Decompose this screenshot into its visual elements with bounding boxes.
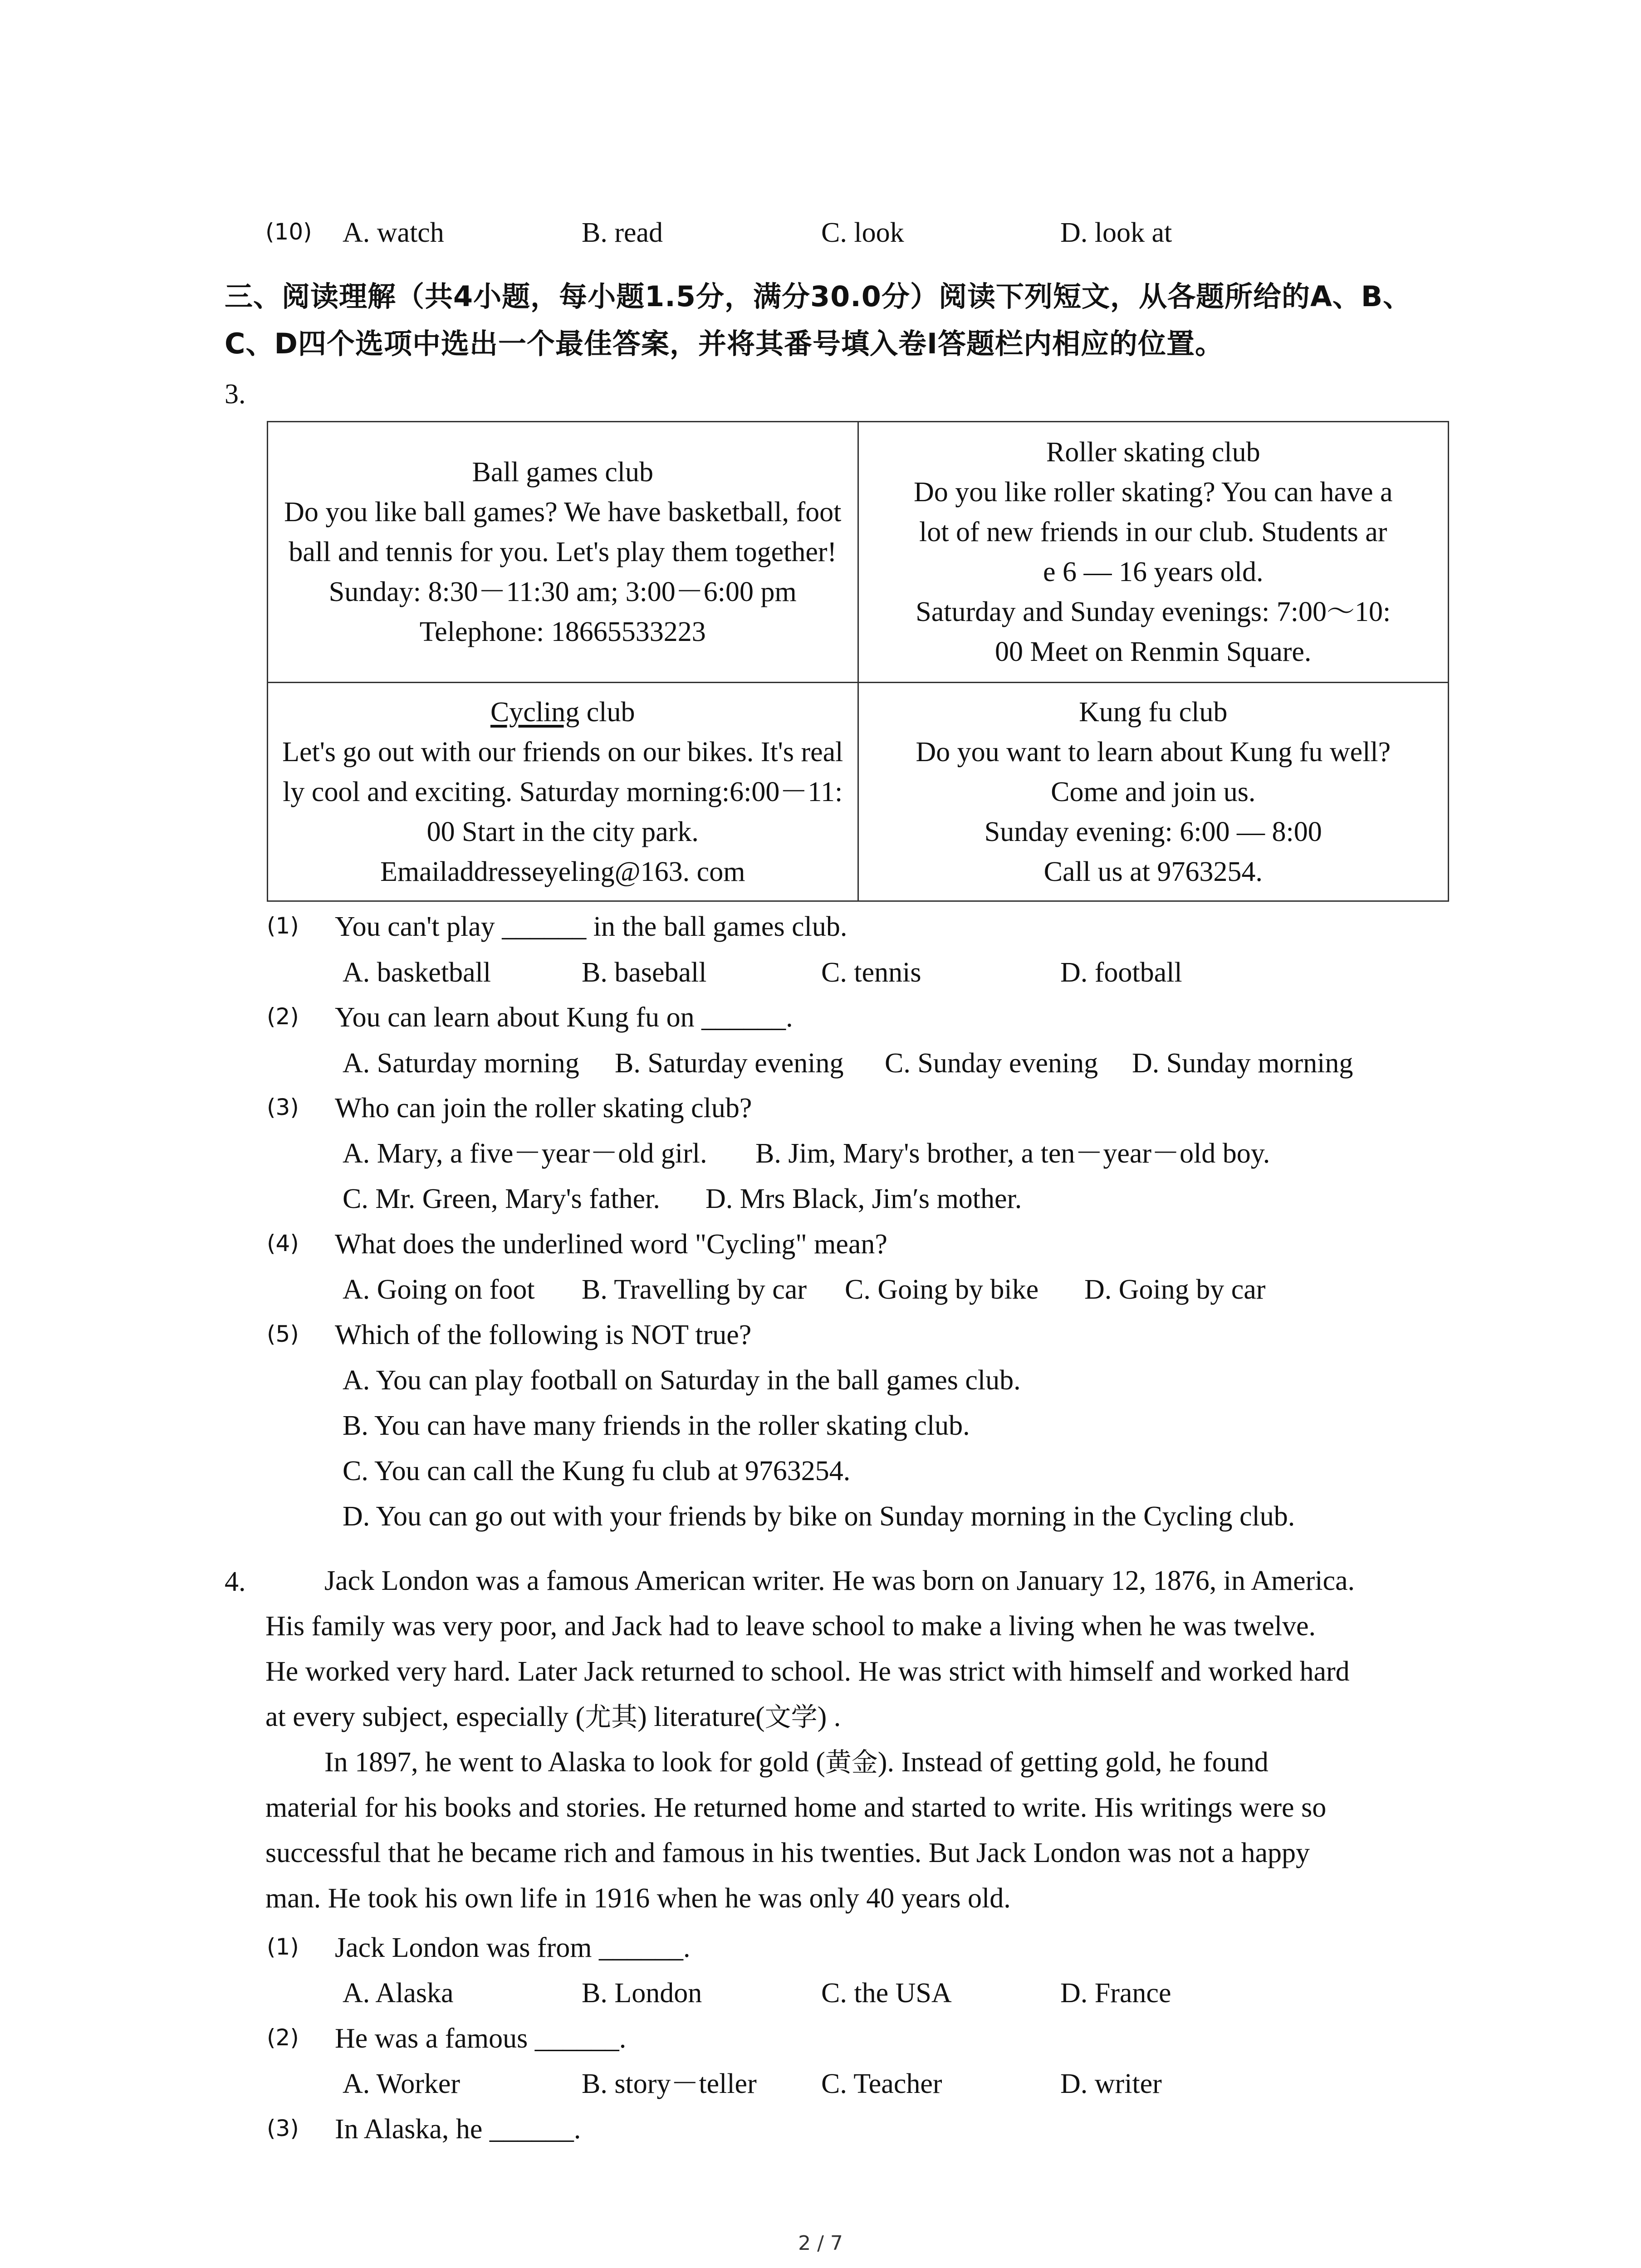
option-a: A. Worker bbox=[343, 2068, 460, 2099]
passage-text: ) . bbox=[817, 1701, 841, 1732]
option-b: B. story－teller bbox=[582, 2068, 757, 2099]
option-d: D. Sunday morning bbox=[1132, 1048, 1353, 1079]
option-d: D. You can go out with your friends by bike on Sunday morning in the Cycling club. bbox=[343, 1501, 1295, 1532]
club-text-line: Emailaddresseyeling@163. com bbox=[380, 856, 745, 887]
option-d: D. Going by car bbox=[1084, 1274, 1266, 1305]
passage-text: ) literature( bbox=[637, 1701, 765, 1732]
option-a: A. Alaska bbox=[343, 1978, 454, 2009]
option-c: C. Sunday evening bbox=[885, 1048, 1098, 1079]
question-stem: Who can join the roller skating club? bbox=[335, 1093, 752, 1124]
cycling-club-cell bbox=[268, 683, 858, 901]
chinese-gloss: 文学 bbox=[764, 1701, 818, 1732]
club-text-line: e 6 — 16 years old. bbox=[1043, 557, 1264, 587]
option-c: C. Teacher bbox=[821, 2068, 942, 2099]
question-stem: He was a famous ______. bbox=[335, 2023, 627, 2054]
club-text-line: Saturday and Sunday evenings: 7:00～10: bbox=[916, 596, 1391, 627]
club-text-line: Let's go out with our friends on our bikes. It's real bbox=[282, 736, 843, 767]
passage-paragraph-1 bbox=[265, 1558, 1450, 1740]
club-title bbox=[276, 692, 849, 732]
option-c: C. Mr. Green, Mary's father. bbox=[343, 1183, 660, 1214]
cycling-underlined-word: Cycling bbox=[490, 696, 580, 728]
club-text-line: ly cool and exciting. Saturday morning:6:00－11: bbox=[283, 776, 843, 807]
question-stem: What does the underlined word "Cycling" mean? bbox=[335, 1229, 887, 1260]
passage-line: His family was very poor, and Jack had to leave school to make a living when he was twelve. bbox=[265, 1611, 1316, 1642]
club-text-line: lot of new friends in our club. Students ar bbox=[919, 517, 1387, 547]
question-3-number: 3. bbox=[225, 379, 246, 410]
chinese-gloss: 黄金 bbox=[825, 1747, 878, 1778]
option-c: C. tennis bbox=[821, 957, 921, 988]
option-d: D. look at bbox=[1060, 217, 1172, 248]
kung-fu-club-cell bbox=[858, 683, 1449, 901]
option-b: B. read bbox=[582, 217, 663, 248]
question-4-number: 4. bbox=[225, 1566, 246, 1597]
chinese-gloss: 尤其 bbox=[585, 1701, 638, 1732]
question-stem: You can't play ______ in the ball games club. bbox=[335, 911, 847, 942]
option-a: A. basketball bbox=[343, 957, 491, 988]
club-text-line: Come and join us. bbox=[1051, 776, 1256, 807]
ball-games-club-cell bbox=[268, 422, 858, 683]
passage-paragraph-2 bbox=[265, 1740, 1450, 1921]
club-text-line: ball and tennis for you. Let's play them together! bbox=[289, 537, 837, 567]
option-c: C. the USA bbox=[821, 1978, 952, 2009]
page-number: 2 / 7 bbox=[798, 2232, 843, 2255]
passage-line: material for his books and stories. He returned home and started to write. His writings were so bbox=[265, 1792, 1327, 1823]
club-text-line: Do you like roller skating? You can have a bbox=[914, 477, 1393, 508]
passage-line bbox=[265, 1694, 1450, 1740]
roller-skating-club-cell bbox=[858, 422, 1449, 683]
option-a: A. Mary, a five－year－old girl. bbox=[343, 1138, 707, 1169]
club-text-line: Sunday: 8:30－11:30 am; 3:00－6:00 pm bbox=[328, 577, 797, 607]
club-text-line: Call us at 9763254. bbox=[1043, 856, 1263, 887]
club-text-line: 00 Start in the city park. bbox=[426, 816, 699, 847]
question-number: (3) bbox=[267, 1094, 299, 1120]
option-d: D. France bbox=[1060, 1978, 1171, 2009]
passage-text: In 1897, he went to Alaska to look for gold ( bbox=[324, 1747, 825, 1778]
section-heading-line1: 三、阅读理解（共4小题，每小题1.5分，满分30.0分）阅读下列短文，从各题所给的A、B、 bbox=[225, 280, 1412, 313]
passage-text: at every subject, especially ( bbox=[265, 1701, 585, 1732]
question-number: (10) bbox=[265, 219, 312, 245]
option-c: C. look bbox=[821, 217, 904, 248]
option-b: B. You can have many friends in the roller skating club. bbox=[343, 1410, 970, 1441]
question-number: (4) bbox=[267, 1230, 299, 1256]
question-number: (1) bbox=[267, 1934, 299, 1960]
club-text-line: Telephone: 18665533223 bbox=[419, 616, 706, 647]
option-b: B. London bbox=[582, 1978, 702, 2009]
option-b: B. Saturday evening bbox=[615, 1048, 844, 1079]
option-b: B. Jim, Mary's brother, a ten－year－old boy. bbox=[755, 1138, 1270, 1169]
option-a: A. Going on foot bbox=[343, 1274, 535, 1305]
question-stem: You can learn about Kung fu on ______. bbox=[335, 1002, 793, 1033]
passage-line: man. He took his own life in 1916 when he was only 40 years old. bbox=[265, 1883, 1011, 1914]
option-c: C. You can call the Kung fu club at 9763254. bbox=[343, 1456, 851, 1486]
club-text-line: Sunday evening: 6:00 — 8:00 bbox=[984, 816, 1322, 847]
option-a: A. You can play football on Saturday in the ball games club. bbox=[343, 1365, 1021, 1396]
question-number: (3) bbox=[267, 2115, 299, 2141]
option-b: B. Travelling by car bbox=[582, 1274, 807, 1305]
section-heading-line2: C、D四个选项中选出一个最佳答案，并将其番号填入卷I答题栏内相应的位置。 bbox=[225, 327, 1224, 360]
option-b: B. baseball bbox=[582, 957, 707, 988]
clubs-table bbox=[267, 421, 1449, 902]
question-number: (2) bbox=[267, 2024, 299, 2051]
club-title-rest: club bbox=[579, 696, 635, 728]
option-d: D. football bbox=[1060, 957, 1182, 988]
club-text-line: 00 Meet on Renmin Square. bbox=[995, 636, 1312, 667]
question-number: (5) bbox=[267, 1321, 299, 1347]
question-stem: Which of the following is NOT true? bbox=[335, 1320, 752, 1350]
passage-text: ). Instead of getting gold, he found bbox=[877, 1747, 1269, 1778]
passage-line bbox=[265, 1740, 1450, 1785]
passage-line: Jack London was a famous American writer. He was born on January 12, 1876, in America. bbox=[324, 1565, 1355, 1596]
club-title: Roller skating club bbox=[1046, 437, 1260, 468]
club-text-line: Do you like ball games? We have basketball, foot bbox=[284, 497, 842, 528]
question-stem: In Alaska, he ______. bbox=[335, 2114, 581, 2145]
passage-line: He worked very hard. Later Jack returned to school. He was strict with himself and worked hard bbox=[265, 1656, 1350, 1687]
option-a: A. Saturday morning bbox=[343, 1048, 579, 1079]
option-c: C. Going by bike bbox=[845, 1274, 1039, 1305]
club-text-line: Do you want to learn about Kung fu well? bbox=[916, 736, 1391, 767]
option-a: A. watch bbox=[343, 217, 444, 248]
club-title: Ball games club bbox=[472, 457, 653, 488]
club-title: Kung fu club bbox=[1079, 696, 1228, 728]
question-number: (1) bbox=[267, 913, 299, 939]
passage-line: successful that he became rich and famous in his twenties. But Jack London was not a happy bbox=[265, 1838, 1310, 1868]
question-stem: Jack London was from ______. bbox=[335, 1932, 691, 1963]
option-d: D. writer bbox=[1060, 2068, 1162, 2099]
option-d: D. Mrs Black, Jim′s mother. bbox=[705, 1183, 1022, 1214]
question-number: (2) bbox=[267, 1003, 299, 1030]
